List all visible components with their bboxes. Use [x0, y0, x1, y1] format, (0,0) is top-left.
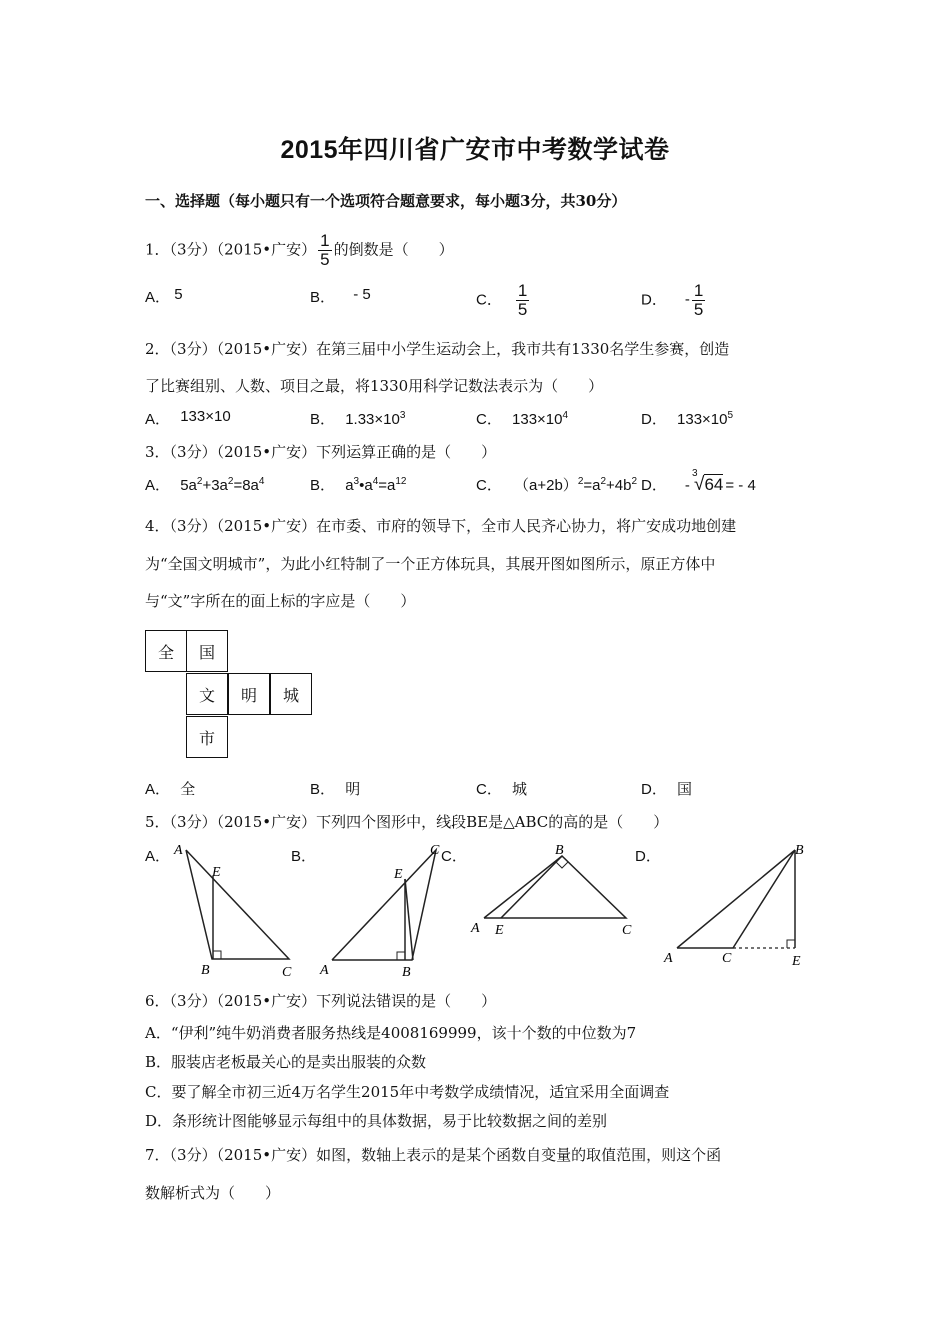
- option-value: 133×10: [180, 408, 231, 425]
- q6-option-d[interactable]: D．条形统计图能够显示每组中的具体数据，易于比较数据之间的差别: [145, 1112, 608, 1130]
- q1-prefix: 1．（3分）（2015•广安）: [145, 240, 317, 259]
- exponent: 3: [399, 410, 406, 421]
- option-letter: A．: [145, 477, 171, 494]
- triangle-figure-b: [318, 838, 448, 980]
- option-letter: B．: [310, 411, 336, 428]
- question-4-line1: 4．（3分）（2015•广安）在市委、市府的领导下，全市人民齐心协力，将广安成功地创建: [145, 517, 737, 535]
- q1-option-d[interactable]: [641, 282, 707, 319]
- radicand: 64: [704, 475, 724, 494]
- option-letter: C．: [476, 411, 502, 428]
- net-cell: 全: [145, 630, 187, 672]
- net-cell: 文: [186, 673, 228, 715]
- q5-option-c[interactable]: C．: [441, 848, 467, 865]
- option-fraction: [516, 282, 529, 319]
- option-letter: B．: [310, 781, 336, 798]
- option-letter: D．: [641, 477, 667, 494]
- term: （a+2b）: [514, 477, 578, 494]
- q3-option-b[interactable]: [310, 474, 406, 495]
- q1-option-c[interactable]: [476, 282, 531, 319]
- q5-option-a[interactable]: A．: [145, 848, 171, 865]
- exponent: 2: [227, 476, 234, 487]
- label-e: E: [792, 954, 801, 969]
- question-7-line2: 数解析式为（ ）: [145, 1184, 281, 1202]
- label-b: B: [402, 965, 411, 980]
- exponent: 4: [562, 410, 569, 421]
- label-b: B: [795, 843, 804, 858]
- q2-option-a[interactable]: [145, 408, 231, 429]
- result: = - 4: [725, 477, 756, 494]
- label-c: C: [622, 923, 632, 938]
- q1-frac-den: 5: [320, 250, 330, 269]
- label-a: A: [320, 963, 329, 978]
- label-a: A: [664, 951, 673, 966]
- label-e: E: [212, 865, 221, 880]
- frac-den: 5: [517, 300, 528, 319]
- radical-sign: √: [694, 474, 705, 495]
- q4-option-c[interactable]: [476, 778, 527, 799]
- cube-root: [692, 468, 724, 496]
- net-cell: 城: [270, 673, 312, 715]
- term: +3a: [202, 477, 228, 494]
- q1-fraction: [318, 232, 331, 269]
- q2-option-c[interactable]: [476, 408, 568, 429]
- option-letter: B．: [310, 477, 336, 494]
- option-letter: C．: [476, 781, 502, 798]
- q4-option-b[interactable]: [310, 778, 360, 799]
- option-value: - 5: [353, 286, 371, 303]
- exponent: 2: [196, 476, 203, 487]
- q2-option-d[interactable]: [641, 408, 733, 429]
- frac-num: 1: [517, 281, 528, 300]
- q5-option-b[interactable]: B．: [291, 848, 317, 865]
- q1-suffix: 的倒数是（ ）: [333, 240, 454, 259]
- minus-sign: -: [684, 477, 690, 494]
- question-7-line1: 7．（3分）（2015•广安）如图，数轴上表示的是某个函数自变量的取值范围，则这个函: [145, 1146, 722, 1164]
- question-4-line2: 为“全国文明城市”，为此小红特制了一个正方体玩具，其展开图如图所示，原正方体中: [145, 555, 716, 573]
- term: =a: [378, 477, 396, 494]
- option-letter: D．: [641, 291, 667, 309]
- question-3-line1: 3．（3分）（2015•广安）下列运算正确的是（ ）: [145, 443, 497, 461]
- q6-option-c[interactable]: C．要了解全市初三近4万名学生2015年中考数学成绩情况，适宜采用全面调查: [145, 1083, 670, 1101]
- exponent: 12: [395, 476, 407, 487]
- question-5-line1: 5．（3分）（2015•广安）下列四个图形中，线段BE是△ABC的高的是（ ）: [145, 813, 669, 831]
- question-2-line1: 2．（3分）（2015•广安）在第三届中小学生运动会上，我市共有1330名学生参赛，创造: [145, 340, 730, 358]
- exponent: 2: [577, 476, 584, 487]
- frac-den: 5: [693, 300, 704, 319]
- label-e: E: [495, 923, 504, 938]
- question-1-stem: [145, 232, 454, 269]
- q6-option-a[interactable]: A．“伊利”纯牛奶消费者服务热线是4008169999，该十个数的中位数为7: [145, 1024, 637, 1042]
- option-letter: A．: [145, 411, 171, 428]
- q6-option-b[interactable]: B．服装店老板最关心的是卖出服装的众数: [145, 1053, 427, 1071]
- option-fraction: [692, 282, 705, 319]
- option-letter: D．: [641, 781, 667, 798]
- question-4-line3: 与“文”字所在的面上标的字应是（ ）: [145, 592, 416, 610]
- option-letter: B．: [310, 289, 336, 306]
- label-c: C: [430, 843, 440, 858]
- question-2-line2: 了比赛组别、人数、项目之最，将1330用科学记数法表示为（ ）: [145, 377, 604, 395]
- term: 5a: [180, 477, 197, 494]
- option-value: 133×10: [677, 411, 728, 428]
- term: •a: [359, 477, 373, 494]
- option-value: 全: [180, 781, 196, 798]
- exponent: 4: [372, 476, 379, 487]
- option-value: 明: [345, 781, 361, 798]
- option-letter: A．: [145, 289, 171, 306]
- label-e: E: [394, 867, 403, 882]
- question-6-line1: 6．（3分）（2015•广安）下列说法错误的是（ ）: [145, 992, 497, 1010]
- exponent: 2: [631, 476, 638, 487]
- q1-option-b[interactable]: [310, 286, 371, 307]
- page-title: 2015年四川省广安市中考数学试卷: [280, 136, 670, 164]
- exponent: 4: [258, 476, 265, 487]
- q3-option-d[interactable]: [641, 468, 756, 496]
- option-letter: A．: [145, 781, 171, 798]
- label-c: C: [282, 965, 292, 980]
- frac-num: 1: [693, 281, 704, 300]
- label-b: B: [201, 963, 210, 978]
- q4-option-d[interactable]: [641, 778, 692, 799]
- q1-option-a[interactable]: [145, 286, 183, 307]
- exponent: 3: [353, 476, 360, 487]
- section-heading: 一、选择题（每小题只有一个选项符合题意要求，每小题3分，共30分）: [145, 192, 627, 210]
- option-value: 国: [677, 781, 693, 798]
- net-cell: 国: [186, 630, 228, 672]
- net-cell: 明: [228, 673, 270, 715]
- option-value: 133×10: [512, 411, 563, 428]
- option-letter: C．: [476, 291, 502, 309]
- label-b: B: [555, 843, 564, 858]
- exponent: 2: [600, 476, 607, 487]
- triangle-figure-c: [468, 838, 643, 943]
- q5-option-d[interactable]: D．: [635, 848, 661, 865]
- q4-option-a[interactable]: [145, 778, 195, 799]
- option-value: 城: [512, 781, 528, 798]
- q3-option-c[interactable]: [476, 474, 637, 495]
- option-value: 1.33×10: [345, 411, 400, 428]
- option-letter: D．: [641, 411, 667, 428]
- net-cell: 市: [186, 716, 228, 758]
- option-letter: C．: [476, 477, 502, 494]
- minus-sign: -: [684, 291, 690, 309]
- triangle-figure-d: [660, 838, 815, 970]
- term: +4b: [606, 477, 632, 494]
- q3-option-a[interactable]: [145, 474, 264, 495]
- label-a: A: [471, 921, 480, 936]
- term: =a: [583, 477, 601, 494]
- q2-option-b[interactable]: [310, 408, 405, 429]
- exponent: 5: [727, 410, 734, 421]
- root-index: 3: [692, 468, 698, 479]
- option-value: 5: [174, 286, 183, 303]
- label-c: C: [722, 951, 732, 966]
- term: a: [345, 477, 354, 494]
- term: =8a: [233, 477, 259, 494]
- triangle-figure-a: [170, 838, 300, 980]
- q1-frac-num: 1: [320, 231, 330, 250]
- label-a: A: [174, 843, 183, 858]
